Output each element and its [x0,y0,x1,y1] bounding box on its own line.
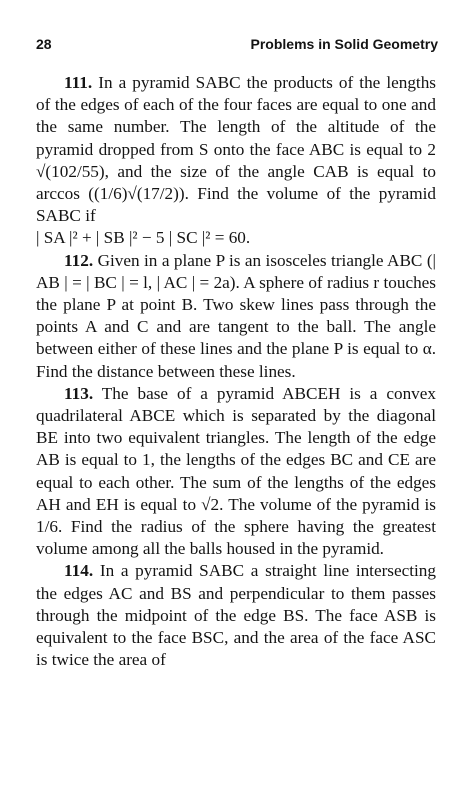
problem-number: 112. [64,250,94,270]
running-title: Problems in Solid Geometry [250,36,438,52]
problem-112 [36,250,436,383]
equation: | SA |² + | SB |² − 5 | SC |² = 60. [36,228,251,248]
page-header [36,36,438,52]
problem-text: In a pyramid SABC the products of the lengths of the edges of each of the four faces are equal to one and the same number. The length of the altitude of the pyramid dropped from S onto the face ABC is equal to 2 √(102/55), and the size of the angle CAB is equal to arccos ((1/6)√(17/2)). Find the volume of the pyramid SABC if [36,73,436,226]
problem-number: 113. [64,383,94,403]
problem-text: In a pyramid SABC a straight line intersecting the edges AC and BS and perpendicular to them passes through the midpoint of the edge BS. The face ASB is equivalent to the face BSC, and the area of the face ASC is twice the area of [36,561,436,670]
problem-number: 111. [64,73,93,92]
page-body [36,72,436,671]
problem-113 [36,383,436,561]
problem-111 [36,72,436,227]
problem-text: Given in a plane P is an isosceles triangle ABC (| AB | = | BC | = l, | AC | = 2a). A sphere of radius r touches the plane P at point B. Two skew lines pass through the points A and C and are tangent to the ball. The angle between either of these lines and the plane P is equal to α. Find the distance between these lines. [36,250,436,381]
problem-number: 114. [64,561,94,581]
problem-114 [36,560,436,671]
page-number: 28 [36,36,52,52]
problem-text: The base of a pyramid ABCEH is a convex quadrilateral ABCE which is separated by the diagonal BE into two equivalent triangles. The length of the edge AB is equal to 1, the lengths of the edges BC and CE are equal to each other. The sum of the lengths of the edges AH and EH is equal to √2. The volume of the pyramid is 1/6. Find the radius of the sphere having the greatest volume among all the balls housed in the pyramid. [36,383,436,559]
